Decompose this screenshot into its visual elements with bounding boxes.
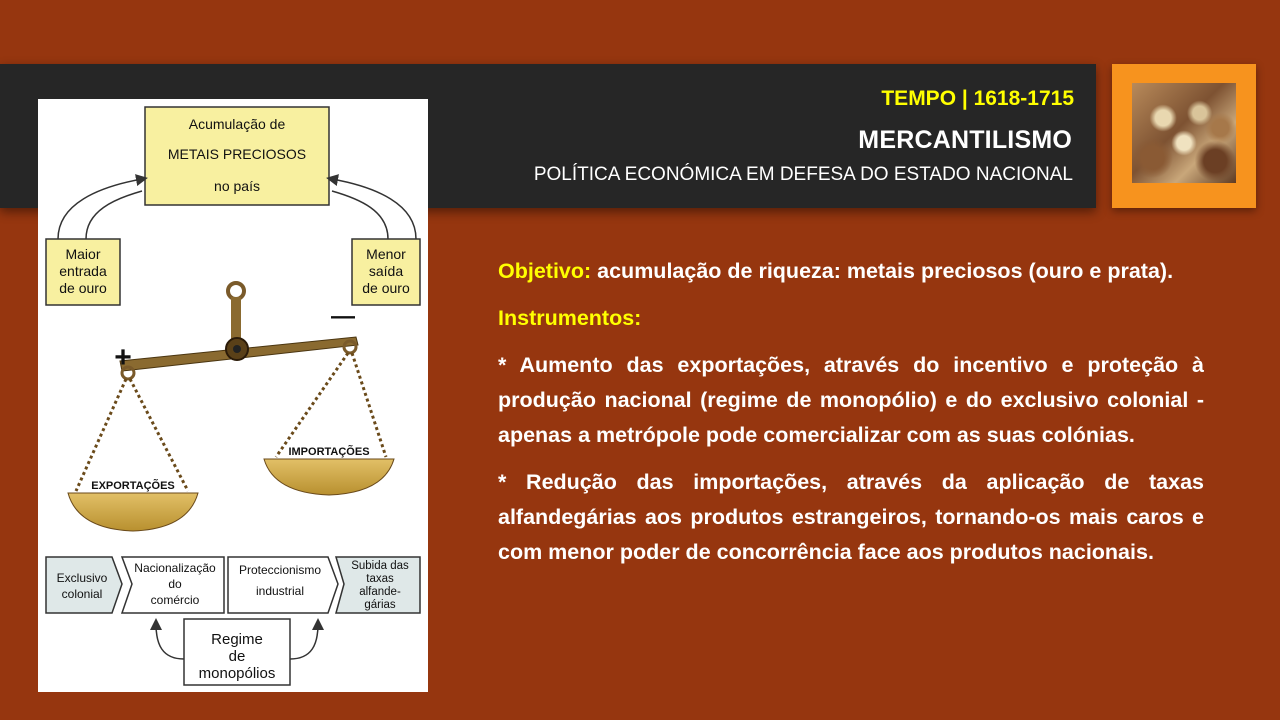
svg-text:alfande-: alfande-	[359, 586, 401, 598]
thumbnail-frame	[1112, 64, 1256, 208]
top-box-line-3: no país	[214, 178, 260, 194]
instrumentos-heading: Instrumentos:	[498, 306, 642, 330]
svg-text:monopólios: monopólios	[198, 665, 276, 682]
svg-text:colonial: colonial	[61, 587, 103, 601]
top-box-line-1: Acumulação de	[188, 116, 286, 132]
svg-text:do: do	[168, 577, 182, 591]
svg-text:gárias: gárias	[364, 599, 396, 611]
header-period: TEMPO | 1618-1715	[881, 87, 1074, 110]
instrument-item-1: * Aumento das exportações, através do incentivo e proteção à produção nacional (regime de monopólio) e do exclusivo colonial - apenas a metrópole pode comercializar com as suas colónias.	[498, 353, 1204, 447]
top-box-line-2: METAIS PRECIOSOS	[167, 146, 307, 162]
objetivo-label: Objetivo:	[498, 259, 592, 283]
svg-text:de ouro: de ouro	[59, 280, 107, 296]
svg-text:Maior: Maior	[65, 246, 101, 262]
minus-sign: —	[331, 303, 355, 330]
left-pan-label: EXPORTAÇÕES	[91, 480, 175, 492]
painting-thumbnail	[1132, 83, 1236, 183]
objetivo-paragraph	[498, 254, 1204, 289]
left-curve-arrow	[58, 179, 142, 239]
svg-text:Exclusivo: Exclusivo	[56, 571, 108, 585]
header-title: MERCANTILISMO	[858, 126, 1072, 154]
svg-text:Subida das: Subida das	[351, 560, 409, 572]
right-pan-label: IMPORTAÇÕES	[288, 446, 370, 458]
right-pan	[264, 459, 394, 495]
svg-text:industrial: industrial	[255, 584, 305, 598]
plus-sign: +	[114, 341, 132, 374]
mercantilism-diagram	[38, 99, 428, 692]
svg-text:saída: saída	[368, 263, 404, 279]
svg-text:de: de	[228, 648, 246, 665]
svg-text:entrada: entrada	[59, 263, 107, 279]
box-exclusivo-colonial	[46, 557, 122, 613]
svg-text:taxas: taxas	[366, 573, 394, 585]
svg-text:de ouro: de ouro	[362, 280, 410, 296]
svg-text:Menor: Menor	[366, 246, 406, 262]
svg-text:Nacionalização: Nacionalização	[134, 561, 216, 575]
instrument-item-2: * Redução das importações, através da aplicação de taxas alfandegárias aos produtos estrangeiros, tornando-os mais caros e com menor poder de concorrência face aos produtos nacionais.	[498, 470, 1204, 564]
objetivo-text: acumulação de riqueza: metais preciosos (ouro e prata).	[591, 259, 1174, 283]
svg-text:Regime: Regime	[211, 631, 263, 648]
svg-text:comércio: comércio	[150, 593, 200, 607]
svg-text:Proteccionismo: Proteccionismo	[238, 563, 322, 577]
bottom-left-arrow	[156, 624, 184, 659]
left-pan	[68, 493, 198, 531]
right-curve-arrow	[332, 179, 416, 239]
header-subtitle: POLÍTICA ECONÓMICA EM DEFESA DO ESTADO NACIONAL	[533, 164, 1073, 185]
content-text	[498, 254, 1204, 582]
bottom-right-arrow	[290, 624, 318, 659]
